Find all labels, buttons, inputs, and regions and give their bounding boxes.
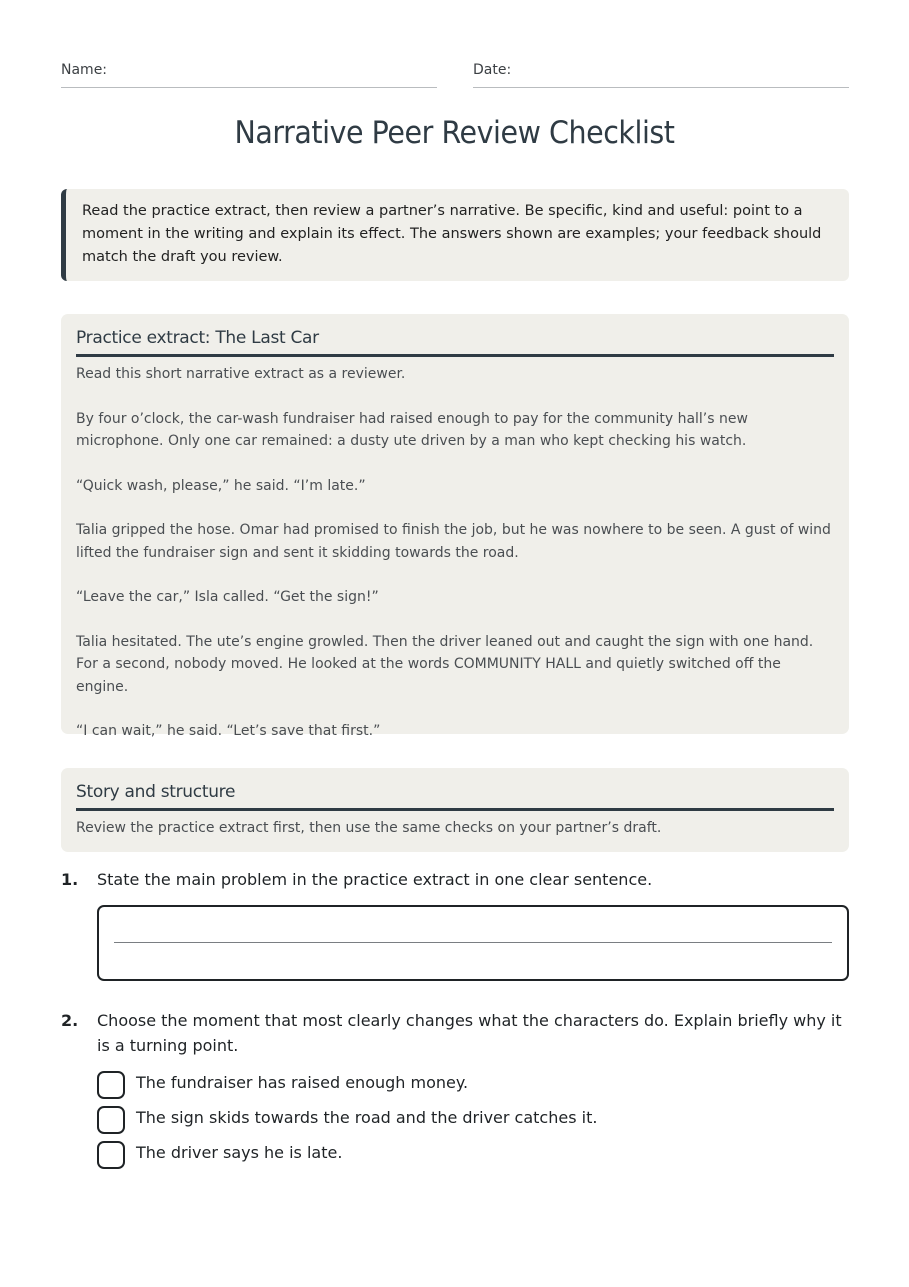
instructions-box: Read the practice extract, then review a partner’s narrative. Be specific, kind and useful: point to a moment in the writing and explain its effect. The answers shown are examples; your feedback should match the draft you review. <box>61 189 849 281</box>
practice-extract-panel <box>61 314 849 739</box>
question-text: State the main problem in the practice extract in one clear sentence. <box>97 870 653 889</box>
question-number: 2. <box>61 1011 79 1030</box>
extract-paragraph: Talia gripped the hose. Omar had promised to finish the job, but he was nowhere to be seen. A gust of wind lifted the fundraiser sign and sent it skidding towards the road. <box>76 522 831 561</box>
name-field[interactable] <box>61 60 437 88</box>
answer-line <box>114 942 832 943</box>
extract-paragraph: “Quick wash, please,” he said. “I’m late.” <box>76 477 366 494</box>
extract-paragraph: “Leave the car,” Isla called. “Get the sign!” <box>76 589 379 605</box>
option-label: The fundraiser has raised enough money. <box>136 1073 469 1092</box>
checkbox[interactable] <box>97 1106 125 1134</box>
section-heading: Story and structure <box>76 782 834 811</box>
extract-paragraph: Talia hesitated. The ute’s engine growled. Then the driver leaned out and caught the sign with one hand. For a second, nobody moved. He looked at the words COMMUNITY HALL and quietly switched off the engine. <box>76 633 814 695</box>
answer-box[interactable] <box>97 905 849 981</box>
story-structure-panel <box>61 768 849 852</box>
name-label: Name: <box>61 62 108 78</box>
name-date-row <box>61 60 849 88</box>
option-label: The driver says he is late. <box>136 1143 343 1162</box>
page-title: Narrative Peer Review Checklist <box>234 115 675 151</box>
extract-paragraph: “I can wait,” he said. “Let’s save that first.” <box>76 723 381 739</box>
section-note: Review the practice extract first, then use the same checks on your partner’s draft. <box>76 820 662 836</box>
checkbox[interactable] <box>97 1141 125 1169</box>
date-field[interactable] <box>473 60 849 88</box>
option-label: The sign skids towards the road and the driver catches it. <box>136 1108 598 1127</box>
checkbox[interactable] <box>97 1071 125 1099</box>
extract-paragraph: By four o’clock, the car-wash fundraiser had raised enough to pay for the community hall’s new microphone. Only one car remained: a dusty ute driven by a man who kept checking his watch. <box>76 410 748 449</box>
extract-heading: Practice extract: The Last Car <box>76 328 834 357</box>
extract-body <box>76 363 834 743</box>
extract-lead: Read this short narrative extract as a reviewer. <box>76 366 406 382</box>
question-number: 1. <box>61 870 79 889</box>
question-text: Choose the moment that most clearly changes what the characters do. Explain briefly why it is a turning point. <box>97 1011 842 1055</box>
date-label: Date: <box>473 62 512 78</box>
